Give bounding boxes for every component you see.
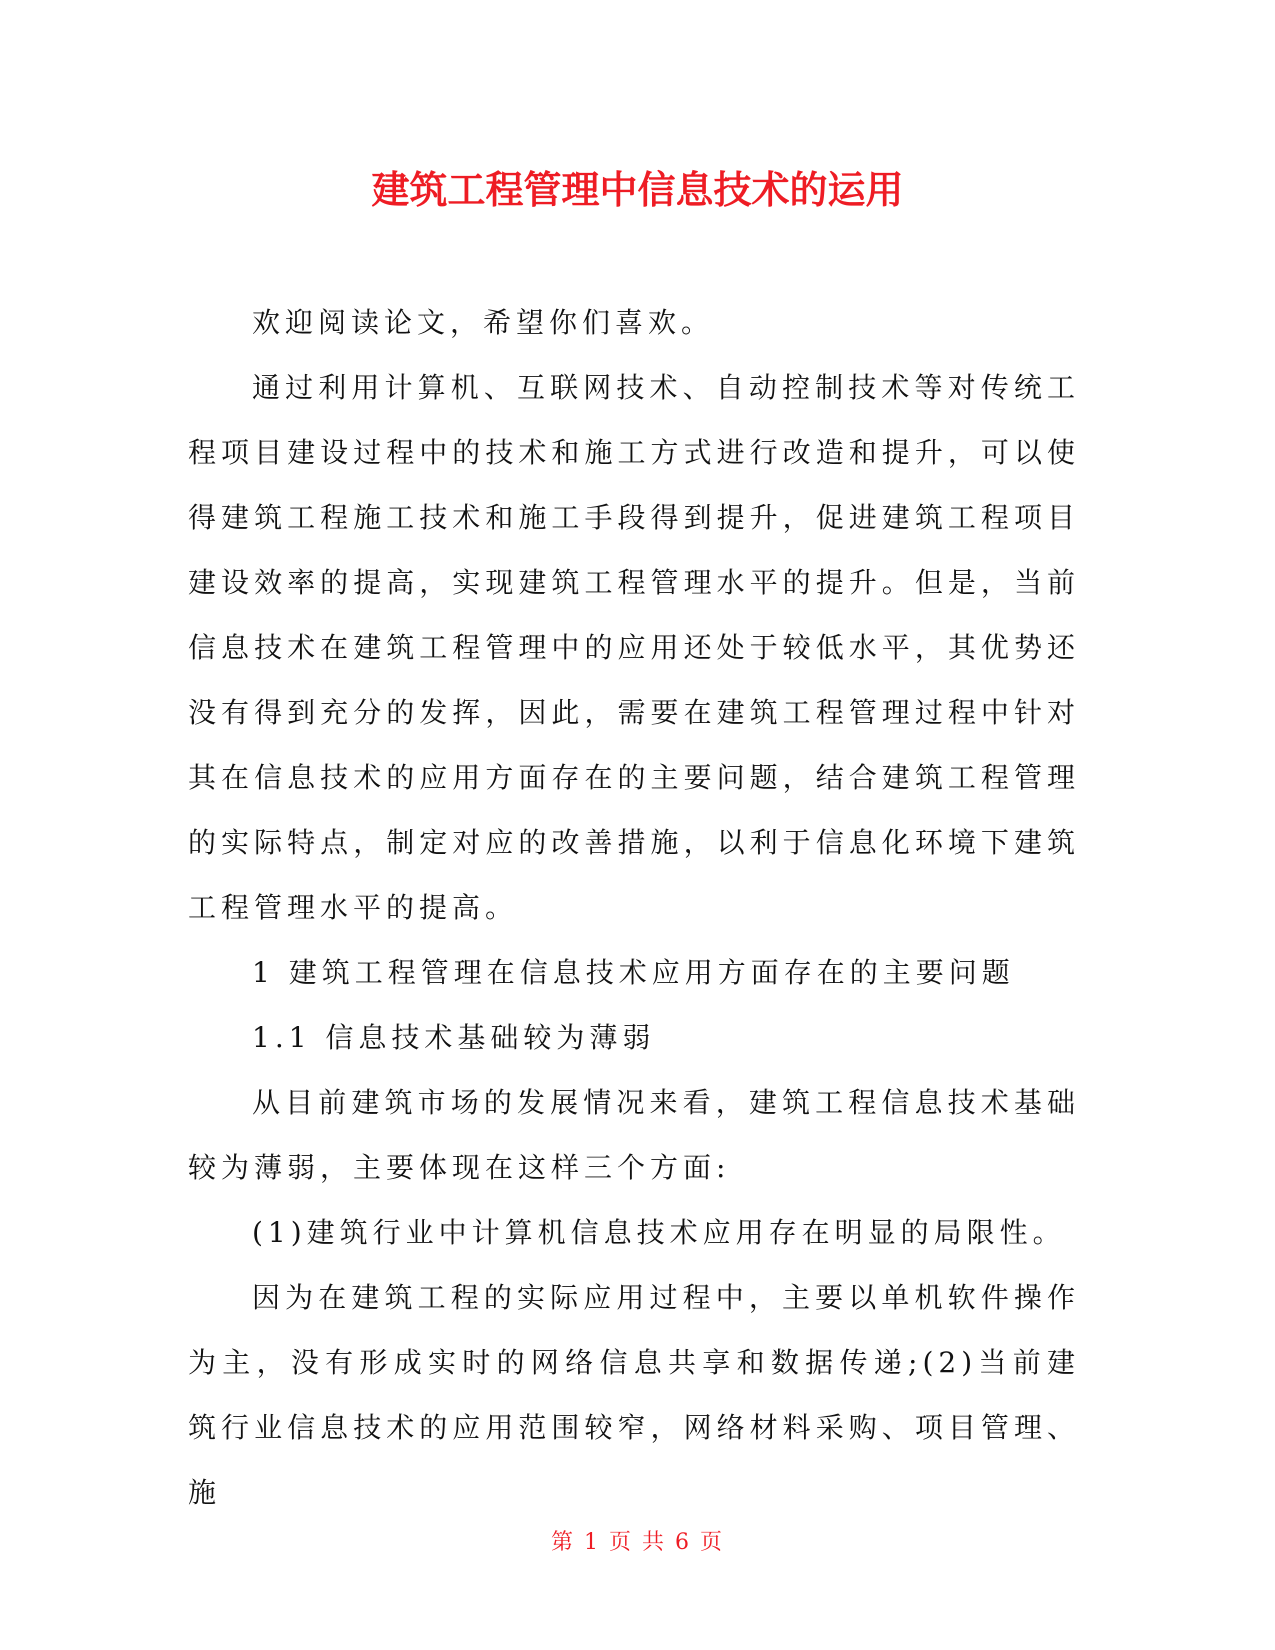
document-title: 建筑工程管理中信息技术的运用 bbox=[371, 168, 904, 212]
paragraph-intro: 欢迎阅读论文，希望你们喜欢。 bbox=[252, 306, 715, 339]
paragraph-background: 通过利用计算机、互联网技术、自动控制技术等对传统工程项目建设过程中的技术和施工方式进行改造和提升，可以使得建筑工程施工技术和施工手段得到提升，促进建筑工程项目建设效率的提高，实现建筑工程管理水平的提升。但是，当前信息技术在建筑工程管理中的应用还处于较低水平，其优势还没有得到充分的发挥，因此，需要在建筑工程管理过程中针对其在信息技术的应用方面存在的主要问题，结合建筑工程管理的实际特点，制定对应的改善措施，以利于信息化环境下建筑工程管理水平的提高。 bbox=[188, 371, 1080, 924]
page-number: 第 1 页 共 6 页 bbox=[551, 1530, 724, 1555]
paragraph-market: 从目前建筑市场的发展情况来看，建筑工程信息技术基础较为薄弱，主要体现在这样三个方面: bbox=[188, 1086, 1080, 1184]
page-footer bbox=[0, 1528, 1275, 1558]
paragraph-point-1: (1)建筑行业中计算机信息技术应用存在明显的局限性。 bbox=[252, 1216, 1066, 1249]
section-heading-1: 1 建筑工程管理在信息技术应用方面存在的主要问题 bbox=[252, 956, 1015, 989]
subsection-heading-1-1: 1.1 信息技术基础较为薄弱 bbox=[252, 1021, 656, 1054]
paragraph-reason: 因为在建筑工程的实际应用过程中，主要以单机软件操作为主，没有形成实时的网络信息共享和数据传递;(2)当前建筑行业信息技术的应用范围较窄，网络材料采购、项目管理、施 bbox=[188, 1281, 1080, 1509]
document-body bbox=[188, 290, 1080, 1525]
